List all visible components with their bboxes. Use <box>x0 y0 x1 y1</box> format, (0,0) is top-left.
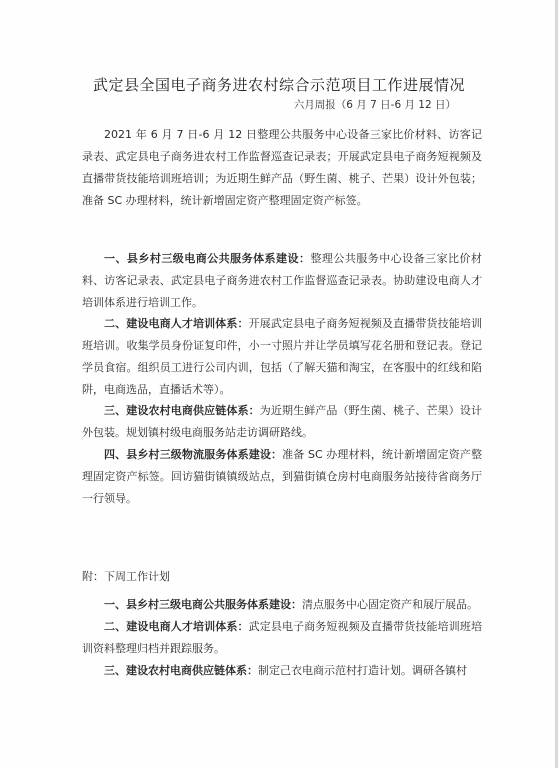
section-1-heading: 一、县乡村三级电商公共服务体系建设： <box>104 252 311 265</box>
section-3-heading: 三、建设农村电商供应链体系： <box>104 404 260 417</box>
section-1-body: 整理公共服务中心设备三家比价材料、访客记录表、武定县电子商务进农村工作监督巡查记录表。协助建设电商人才培训体系进行培训工作。 <box>82 252 482 309</box>
section-4-heading: 四、县乡村三级物流服务体系建设： <box>104 448 283 461</box>
section-3-body: 为近期生鲜产品（野生菌、桃子、芒果）设计外包装。规划镇村级电商服务站走访调研路线。 <box>82 404 483 439</box>
section-2-heading: 二、建设电商人才培训体系： <box>104 317 249 330</box>
next-week-item-3-heading: 三、建设农村电商供应链体系： <box>104 664 258 677</box>
next-week-item-2-heading: 二、建设电商人才培训体系： <box>104 620 249 633</box>
next-week-item-1 <box>82 594 482 616</box>
next-week-item-2 <box>82 616 482 660</box>
section-2-paragraph <box>82 313 482 401</box>
next-week-item-3-body: 制定己衣电商示范村打造计划。调研各镇村 <box>258 664 467 677</box>
section-4-paragraph <box>82 444 482 510</box>
intro-paragraph: 2021 年 6 月 7 日-6 月 12 日整理公共服务中心设备三家比价材料、访客记录表、武定县电子商务进农村工作监督巡查记录表；开展武定县电子商务短视频及直播带货技能培训班培训；为近期生鲜产品（野生菌、桃子、芒果）设计外包装；准备 SC 办理材料，统计新增固定资产整理固定资产标签。 <box>82 128 482 207</box>
document-title: 武定县全国电子商务进农村综合示范项目工作进展情况 <box>92 76 465 94</box>
next-week-item-1-heading: 一、县乡村三级电商公共服务体系建设： <box>104 598 302 611</box>
section-3-paragraph <box>82 400 482 444</box>
next-week-item-3 <box>82 660 482 682</box>
annex-title: 附：下周工作计划 <box>82 570 170 583</box>
next-week-item-1-body: 清点服务中心固定资产和展厅展品。 <box>302 598 478 611</box>
section-1-paragraph <box>82 248 482 314</box>
report-dateline: 六月周报（6 月 7 日-6 月 12 日） <box>293 99 456 111</box>
section-4-body: 准备 SC 办理材料，统计新增固定资产整理固定资产标签。回访猫街镇镇级站点，到猫街镇仓房村电商服务站接待省商务厅一行领导。 <box>82 448 483 505</box>
next-week-item-2-body: 武定县电子商务短视频及直播带货技能培训班培训资料整理归档并跟踪服务。 <box>82 620 483 655</box>
section-2-body: 开展武定县电子商务短视频及直播带货技能培训班培训。收集学员身份证复印件，小一寸照片并让学员填写花名册和登记表。登记学员食宿。组织员工进行公司内训，包括（了解天猫和淘宝，在客服中的红线和陷阱，电商选品，直播话术等）。 <box>82 317 483 396</box>
